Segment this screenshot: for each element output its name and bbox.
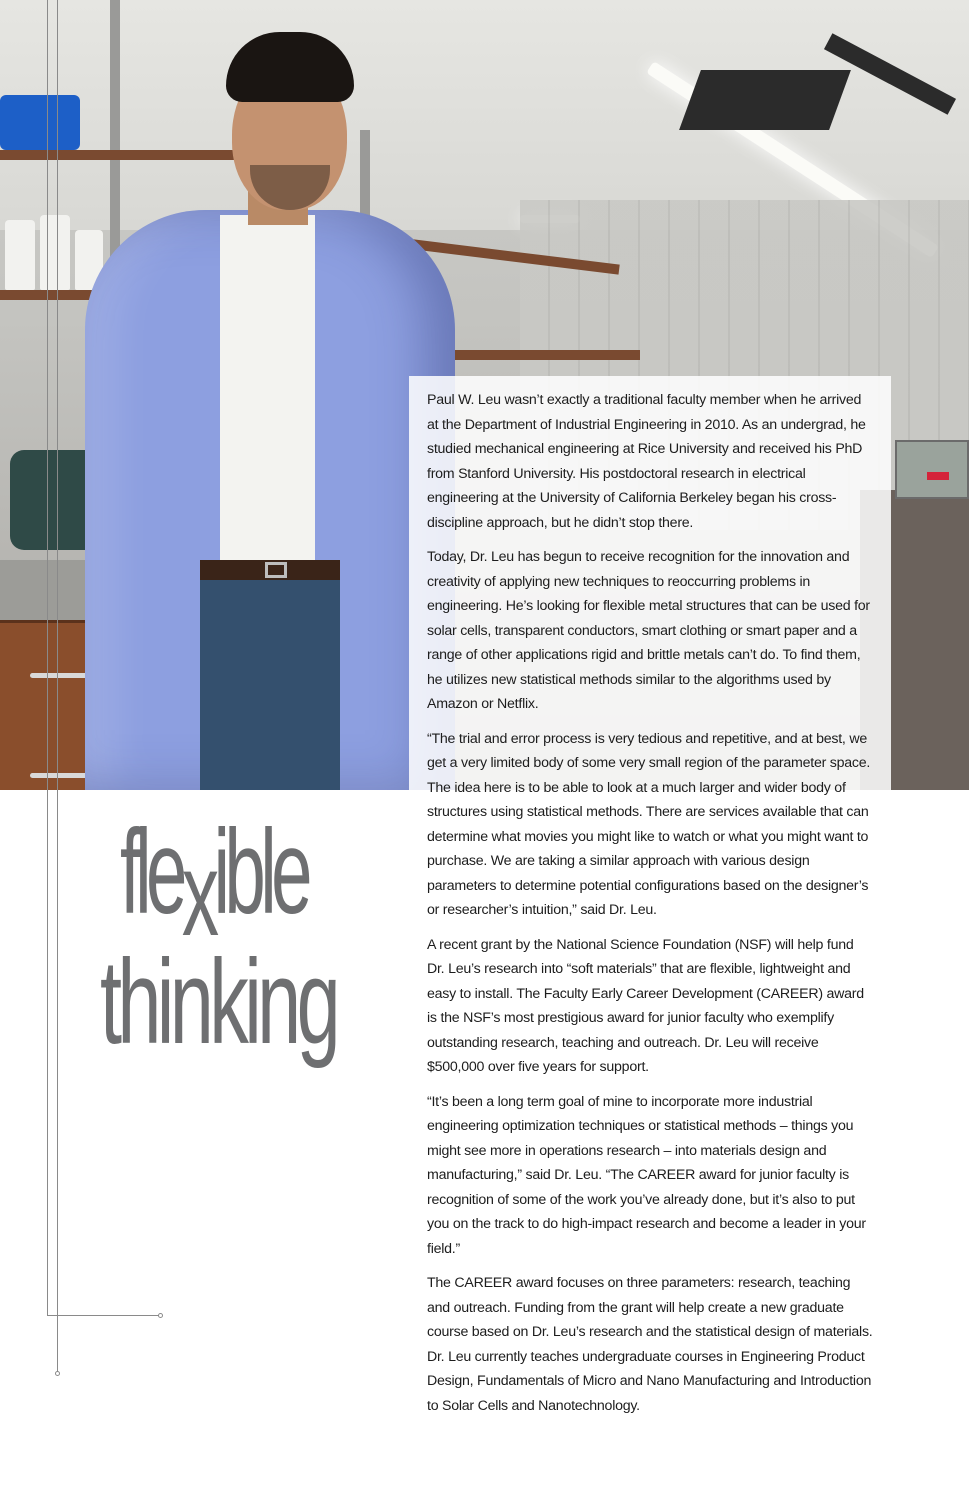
paragraph: “The trial and error process is very tedious and repetitive, and at best, we get a very limited body of some very small region of the parameter space. The idea here is to be able to look at a much larger and wider body of structures using statistical methods. There are services available that can determine what movies you might like to watch or what you might want to purchase. We are taking a similar approach with various design parameters to determine potential configurations based on the designer’s or researcher’s intuition,” said Dr. Leu.: [427, 730, 871, 918]
paragraph: A recent grant by the National Science Foundation (NSF) will help fund Dr. Leu’s research into “soft materials” that are flexible, lightweight and easy to install. The Faculty Early Career Development (CAREER) award is the NSF’s most prestigious award for junior faculty who exemplify outstanding research, teaching and outreach. Dr. Leu will receive $500,000 over five years for support.: [427, 936, 864, 1075]
paragraph: Today, Dr. Leu has begun to receive recognition for the innovation and creativity of applying new techniques to reoccurring problems in engineering. He’s looking for flexible metal structures that can be used for solar cells, transparent conductors, smart clothing or smart paper and a range of other applications rigid and brittle metals can’t do. To find them, he utilizes new statistical methods similar to the algorithms used by Amazon or Netflix.: [427, 549, 870, 712]
paragraph: Paul W. Leu wasn’t exactly a traditional faculty member when he arrived at the Department of Industrial Engineering in 2010. As an undergrad, he studied mechanical engineering at Rice University and received his PhD from Stanford University. His postdoctoral research in electrical engineering at the University of California Berkeley began his cross-discipline approach, but he didn’t stop there.: [427, 392, 866, 531]
white-shirt: [220, 215, 315, 575]
headline-part: fle: [120, 805, 182, 939]
headline-line-2: thinking: [100, 935, 337, 1069]
decorative-dot: [158, 1313, 163, 1318]
lab-shelf: [440, 350, 640, 360]
lab-bottle: [40, 215, 70, 290]
ceiling-vent: [679, 70, 851, 130]
lab-bottle: [5, 220, 35, 290]
paragraph: “It’s been a long term goal of mine to incorporate more industrial engineering optimization techniques or statistical methods – things you might see more in operations research – into materials design and manufacturing,” said Dr. Leu. “The CAREER award for junior faculty is recognition of some of the work you’ve already done, but it’s also to put you on the track to do high-impact research and become a leader in your field.”: [427, 1093, 866, 1257]
headline-line-1: [120, 805, 307, 961]
article-body: [427, 388, 873, 1428]
decorative-line: [47, 1315, 161, 1316]
headline-part: ible: [213, 805, 307, 939]
decorative-line: [47, 0, 48, 1316]
meter-display: [927, 472, 949, 480]
decorative-line: [57, 0, 58, 1372]
lab-shelf: [0, 150, 240, 160]
blue-spool: [0, 95, 80, 150]
drawer-handle: [30, 673, 90, 678]
jeans: [200, 560, 340, 790]
digital-meter: [895, 440, 969, 499]
drawer-handle: [30, 773, 90, 778]
belt-buckle: [265, 562, 287, 578]
paragraph: The CAREER award focuses on three parameters: research, teaching and outreach. Funding from the grant will help create a new graduate course based on Dr. Leu’s research and the statistical design of materials. Dr. Leu currently teaches undergraduate courses in Engineering Product Design, Fundamentals of Micro and Nano Manufacturing and Introduction to Solar Cells and Nanotechnology.: [427, 1275, 873, 1414]
decorative-dot: [55, 1371, 60, 1376]
headline-x: x: [181, 827, 214, 961]
